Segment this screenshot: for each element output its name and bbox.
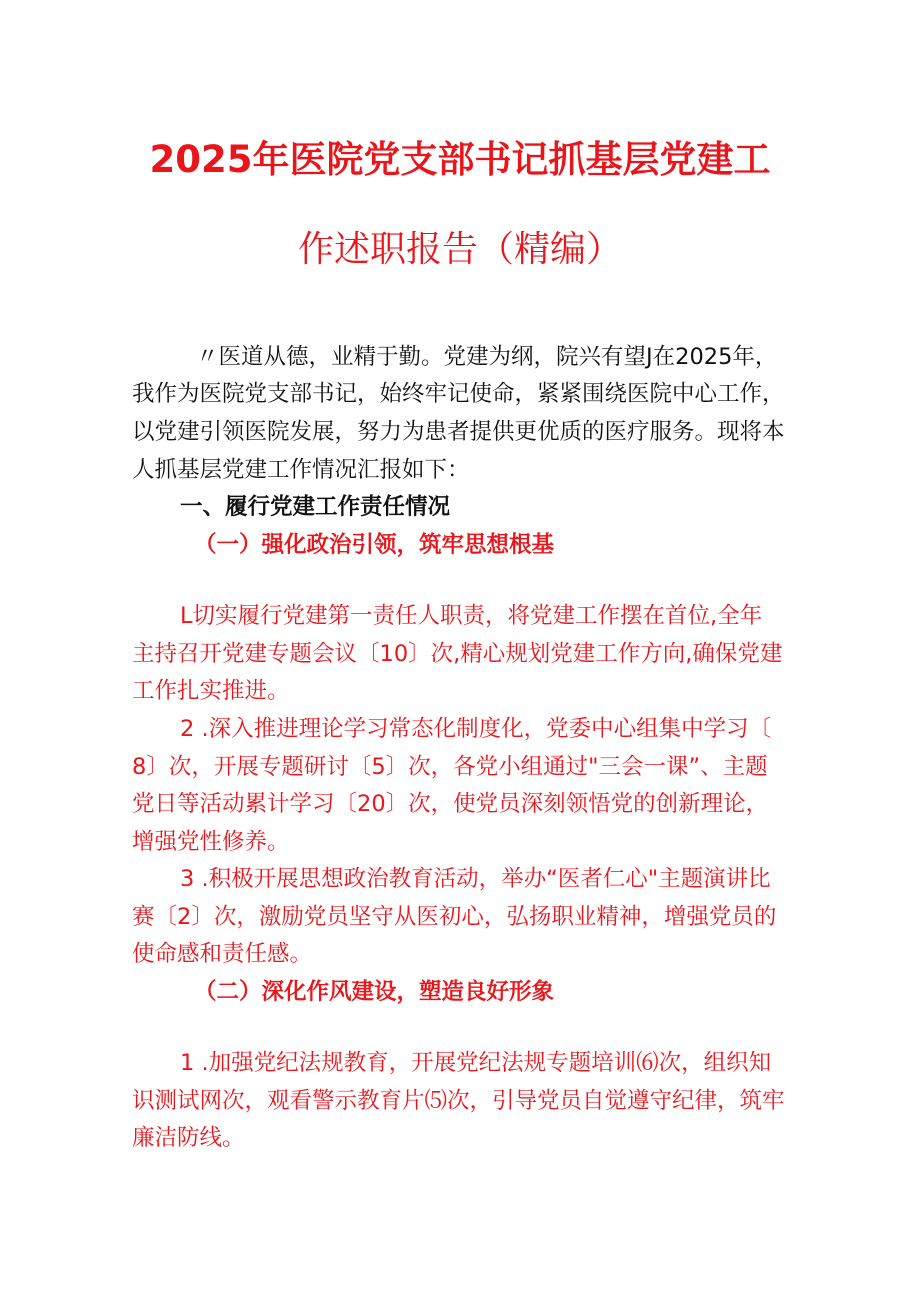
section-1-heading: 一、履行党建工作责任情况 — [180, 494, 451, 520]
sub2-item1-line-3: 廉洁防线。 — [132, 1125, 245, 1151]
intro-line-4: 人抓基层党建工作情况汇报如下： — [132, 457, 470, 483]
document-title-line-1: 2025年医院党支部书记抓基层党建工 — [149, 138, 771, 181]
sub1-item3-line-3: 使命感和责任感。 — [132, 941, 313, 967]
sub2-item1-line-1: 1 .加强党纪法规教育，开展党纪法规专题培训⑹次，组织知 — [180, 1050, 772, 1076]
sub1-item1-line-3: 工作扎实推进。 — [132, 678, 290, 704]
sub1-item3-line-1: 3 .积极开展思想政治教育活动，举办“医者仁心"主题演讲比 — [180, 866, 771, 892]
sub2-item1-line-2: 识测试网次，观看警示教育片⑸次，引导党员自觉遵守纪律，筑牢 — [132, 1088, 785, 1114]
sub1-item3-line-2: 赛〔2〕次，激励党员坚守从医初心，弘扬职业精神，增强党员的 — [132, 904, 777, 930]
document-title-line-2: 作述职报告（精编） — [297, 229, 622, 270]
sub1-item1-line-2: 主持召开党建专题会议〔10〕次,精心规划党建工作方向,确保党建 — [132, 641, 783, 667]
sub1-item2-line-3: 党日等活动累计学习〔20〕次，使党员深刻领悟党的创新理论， — [132, 791, 769, 817]
intro-line-3: 以党建引领医院发展，努力为患者提供更优质的医疗服务。现将本 — [132, 419, 785, 445]
sub1-item2-line-4: 增强党性修养。 — [132, 829, 290, 855]
sub1-item1-line-1: L切实履行党建第一责任人职责，将党建工作摆在首位,全年 — [180, 603, 763, 629]
intro-line-1: 〃医道从德，业精于勤。党建为纲，院兴有望J在2025年， — [196, 344, 778, 370]
intro-line-2: 我作为医院党支部书记，始终牢记使命，紧紧围绕医院中心工作， — [132, 381, 785, 407]
sub1-item2-line-2: 8〕次，开展专题研讨〔5〕次，各党小组通过"三会一课”、主题 — [132, 754, 768, 780]
sub1-item2-line-1: 2 .深入推进理论学习常态化制度化，党委中心组集中学习〔 — [180, 716, 772, 742]
subsection-1-heading: （一）强化政治引领，筑牢思想根基 — [194, 532, 555, 558]
subsection-2-heading: （二）深化作风建设，塑造良好形象 — [194, 979, 555, 1005]
